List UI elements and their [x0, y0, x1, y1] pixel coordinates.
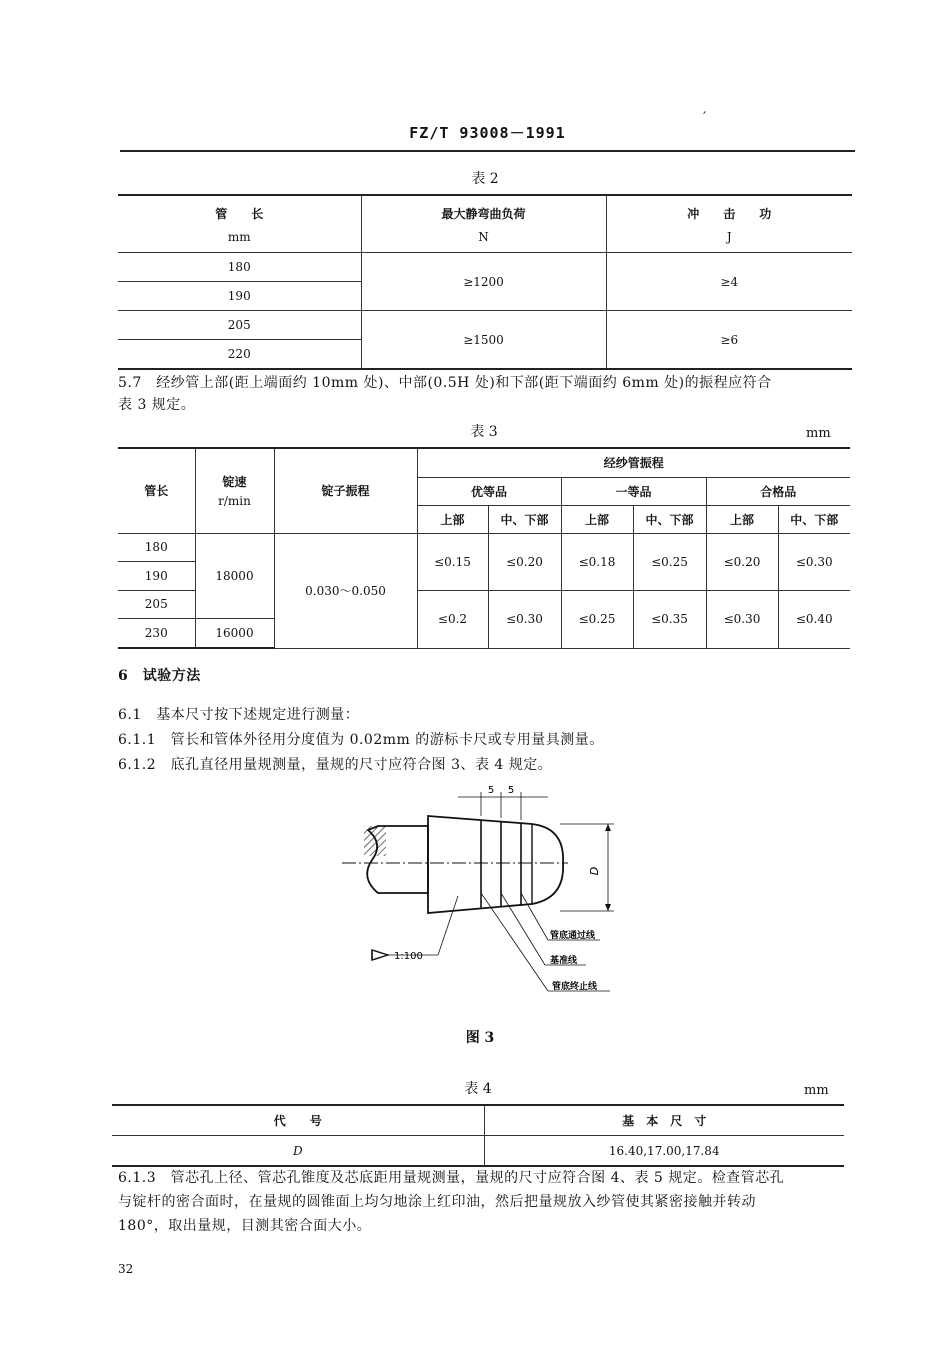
table3-caption: 表 3 [470, 424, 498, 440]
table3-length-cell: 190 [118, 561, 195, 590]
table3-value-cell: ≤0.30 [706, 590, 778, 648]
table4-code-cell: D [112, 1136, 484, 1167]
standard-code: FZ/T 93008－1991 [409, 124, 566, 142]
section-6-title: 6 试验方法 [118, 668, 201, 684]
table3-runout-cell: 0.030～0.050 [274, 533, 417, 648]
table3-header-group: 经纱管振程 [417, 448, 850, 477]
table3-position-cell: 中、下部 [488, 505, 561, 533]
arrow-icon [605, 904, 611, 911]
table4 [112, 1104, 844, 1167]
table3-value-cell: ≤0.20 [706, 533, 778, 590]
header-rule [120, 150, 855, 152]
table2-header-load-unit: N [478, 229, 489, 244]
table3-position-cell: 上部 [417, 505, 488, 533]
table2-load-cell: ≥1500 [361, 311, 606, 370]
shaft-hatch [364, 826, 386, 856]
table2-caption: 表 2 [471, 171, 499, 187]
table3-position-cell: 上部 [706, 505, 778, 533]
table3-header-length: 管长 [118, 448, 195, 533]
taper-label: 1:100 [394, 951, 423, 962]
section-6-1-1: 6.1.1 管长和管体外径用分度值为 0.02mm 的游标卡尺或专用量具测量。 [118, 732, 604, 748]
table3-length-cell: 180 [118, 533, 195, 561]
scan-mark: ′ [703, 110, 707, 126]
table-row [112, 1105, 844, 1136]
table2-header-row [118, 195, 852, 253]
table3-value-cell: ≤0.40 [778, 590, 850, 648]
table2-load-cell: ≥1200 [361, 253, 606, 311]
table3-position-cell: 上部 [561, 505, 633, 533]
table3-grade-cell: 优等品 [417, 477, 561, 505]
table3-value-cell: ≤0.2 [417, 590, 488, 648]
table3-position-cell: 中、下部 [633, 505, 706, 533]
table2-header-length-name: 管 长 [215, 206, 264, 221]
table2-header-impact [606, 195, 852, 253]
table3-value-cell: ≤0.15 [417, 533, 488, 590]
table3-length-cell: 230 [118, 618, 195, 648]
table4-value-cell: 16.40,17.00,17.84 [484, 1136, 844, 1167]
table3-value-cell: ≤0.25 [561, 590, 633, 648]
table3-length-cell: 205 [118, 590, 195, 618]
table2-length-cell: 180 [118, 253, 361, 282]
table2-length-cell: 190 [118, 282, 361, 311]
label-stop-line: 管底终止线 [552, 982, 598, 992]
table3-grade-cell: 一等品 [561, 477, 706, 505]
table3-speed-cell: 16000 [195, 618, 274, 648]
table4-header-size: 基 本 尺 寸 [484, 1105, 844, 1136]
table2-header-impact-name: 冲 击 功 [687, 206, 772, 221]
table2-impact-cell: ≥4 [606, 253, 852, 311]
figure3-caption: 图 3 [465, 1030, 495, 1046]
table3-speed-cell: 18000 [195, 533, 274, 618]
dim-right-label: 5 [507, 785, 515, 796]
table-row [112, 1136, 844, 1167]
table3-header-speed-unit: r/min [218, 494, 251, 509]
table3-header-runout: 锭子振程 [274, 448, 417, 533]
table3-grade-cell: 合格品 [706, 477, 850, 505]
table2-length-cell: 205 [118, 311, 361, 340]
table3-value-cell: ≤0.18 [561, 533, 633, 590]
leader-line [481, 893, 548, 991]
leader-line [438, 896, 458, 955]
table2-header-length [118, 195, 361, 253]
table3-value-cell: ≤0.35 [633, 590, 706, 648]
table4-unit: mm [804, 1083, 829, 1098]
section-6-1-2: 6.1.2 底孔直径用量规测量，量规的尺寸应符合图 3、表 4 规定。 [118, 757, 553, 773]
table3 [118, 447, 850, 649]
table-row [118, 533, 850, 561]
table3-value-cell: ≤0.30 [778, 533, 850, 590]
dim-left-label: 5 [487, 785, 495, 796]
table3-value-cell: ≤0.25 [633, 533, 706, 590]
label-pass-line: 管底通过线 [550, 931, 596, 941]
table3-unit: mm [806, 426, 831, 441]
section-6-1: 6.1 基本尺寸按下述规定进行测量： [118, 707, 360, 723]
table3-position-cell: 中、下部 [778, 505, 850, 533]
section-6-1-3-line1: 6.1.3 管芯孔上径、管芯孔锥度及芯底距用量规测量，量规的尺寸应符合图 4、表 5 规定。检查管芯孔 [118, 1170, 785, 1186]
section-6-1-3-line3: 180°，取出量规，目测其密合面大小。 [118, 1218, 372, 1234]
table2-impact-cell: ≥6 [606, 311, 852, 370]
taper-icon [372, 950, 388, 960]
table3-value-cell: ≤0.20 [488, 533, 561, 590]
table-row [118, 448, 850, 477]
page-number: 32 [118, 1262, 134, 1276]
section-5-7-line2: 表 3 规定。 [118, 397, 196, 413]
table2-length-cell: 220 [118, 340, 361, 370]
table2 [118, 194, 852, 370]
table4-header-code: 代 号 [112, 1105, 484, 1136]
table2-header-length-unit: mm [227, 229, 251, 244]
section-6-1-3-line2: 与锭杆的密合面时，在量规的圆锥面上均匀地涂上红印油，然后把量规放入纱管使其紧密接触并转动 [118, 1194, 756, 1210]
table3-value-cell: ≤0.30 [488, 590, 561, 648]
table-row [118, 311, 852, 340]
table3-header-speed [195, 448, 274, 533]
arrow-icon [605, 824, 611, 831]
label-base-line: 基准线 [550, 956, 578, 966]
table-row [118, 253, 852, 282]
table2-header-load [361, 195, 606, 253]
table2-header-impact-unit: J [726, 229, 732, 244]
d-label: D [588, 866, 601, 876]
table3-header-speed-name: 锭速 [222, 475, 247, 490]
gauge-body [428, 816, 563, 913]
table2-header-load-name: 最大静弯曲负荷 [441, 206, 526, 221]
figure3-drawing [320, 778, 640, 1003]
table4-caption: 表 4 [464, 1081, 492, 1097]
section-5-7-line1: 5.7 经纱管上部(距上端面约 10mm 处)、中部(0.5H 处)和下部(距下端面约 6mm 处)的振程应符合 [118, 375, 772, 391]
